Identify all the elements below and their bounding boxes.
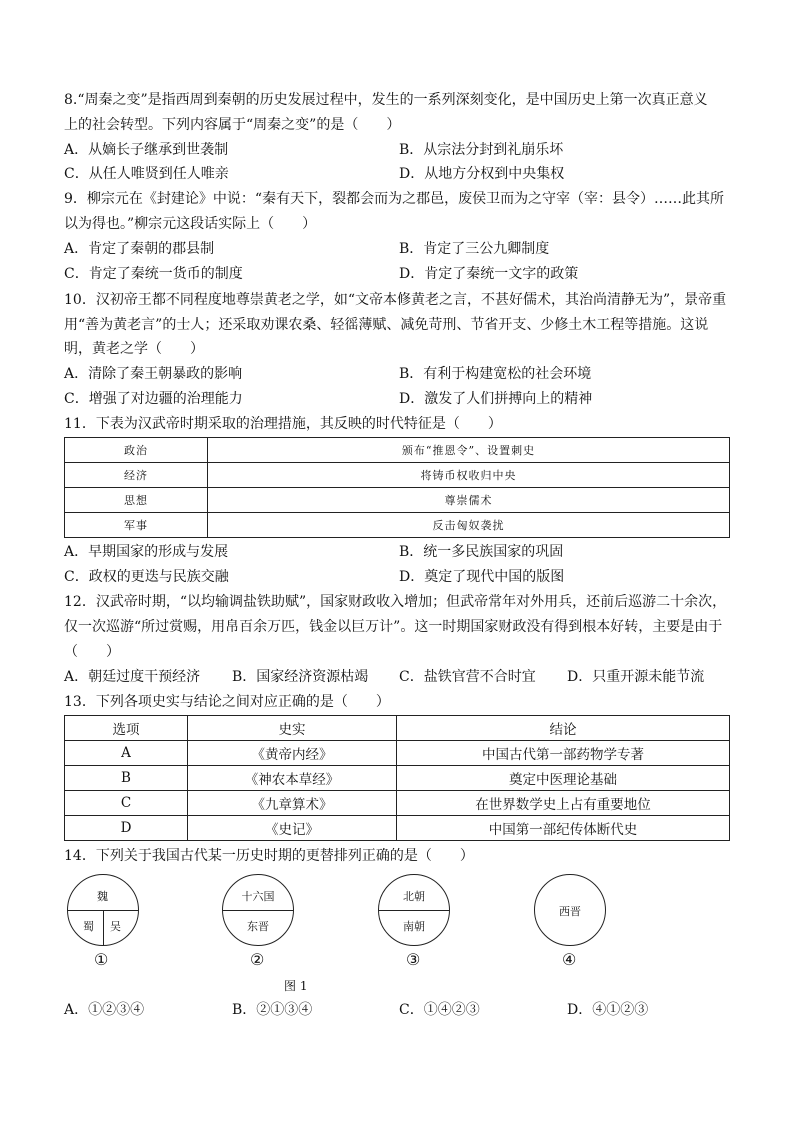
circle-4-diagram <box>534 874 606 946</box>
table-cell: 政治 <box>65 438 208 463</box>
circle-1-number: ① <box>94 950 109 969</box>
q8-stem-line2: 上的社会转型。下列内容属于“周秦之变”的是（ ） <box>64 117 401 133</box>
q12-option-c: C．盐铁官营不合时宜 <box>399 669 536 685</box>
circle-3-divider <box>379 910 449 911</box>
circle-4-number: ④ <box>562 950 577 969</box>
figure-caption: 图 1 <box>284 979 308 993</box>
q11-option-d: D．奠定了现代中国的版图 <box>399 569 565 585</box>
circle-3-number: ③ <box>406 950 421 969</box>
table-cell: 中国古代第一部药物学专著 <box>397 741 730 766</box>
circle-4-center: 西晋 <box>559 905 581 918</box>
table-row <box>65 816 730 841</box>
circle-3-bottom: 南朝 <box>403 920 425 933</box>
q9-stem-line1: 9．柳宗元在《封建论》中说：“秦有天下，裂都会而为之郡邑，废侯卫而为之守宰（宰：县令）……此其所 <box>64 191 725 207</box>
table-cell: 中国第一部纪传体断代史 <box>397 816 730 841</box>
q14-stem: 14．下列关于我国古代某一历史时期的更替排列正确的是（ ） <box>64 848 474 864</box>
q11-option-a: A．早期国家的形成与发展 <box>64 544 229 560</box>
q9-option-d: D．肯定了秦统一文字的政策 <box>399 266 579 282</box>
q8-option-a: A．从嫡长子继承到世袭制 <box>64 142 229 158</box>
q11-option-c: C．政权的更迭与民族交融 <box>64 569 229 585</box>
table-row <box>65 766 730 791</box>
q10-stem-line3: 明，黄老之学（ ） <box>64 341 204 357</box>
q11-measures-table <box>64 437 730 538</box>
table-cell: 《黄帝内经》 <box>188 741 397 766</box>
table-cell: D <box>65 816 188 841</box>
table-header-row <box>65 716 730 741</box>
q13-stem: 13．下列各项史实与结论之间对应正确的是（ ） <box>64 694 390 710</box>
circle-1-split <box>103 910 104 945</box>
table-row <box>65 463 730 488</box>
table-cell: 思想 <box>65 488 208 513</box>
q10-stem-line1: 10．汉初帝王都不同程度地尊崇黄老之学，如“文帝本修黄老之言，不甚好儒术，其治尚清静无为”，景帝重 <box>64 292 727 308</box>
table-cell: 将铸币权收归中央 <box>208 463 730 488</box>
table-cell: 《神农本草经》 <box>188 766 397 791</box>
circle-2-diagram <box>222 874 294 946</box>
table-cell: 奠定中医理论基础 <box>397 766 730 791</box>
q12-stem-line3: （ ） <box>64 644 120 660</box>
q11-stem: 11．下表为汉武帝时期采取的治理措施，其反映的时代特征是（ ） <box>64 416 502 432</box>
table-cell: A <box>65 741 188 766</box>
q8-option-d: D．从地方分权到中央集权 <box>399 166 565 182</box>
table-header: 史实 <box>188 716 397 741</box>
q10-option-d: D．激发了人们拼搏向上的精神 <box>399 391 593 407</box>
q14-option-b: B．②①③④ <box>232 1002 313 1018</box>
table-row <box>65 741 730 766</box>
table-cell: 在世界数学史上占有重要地位 <box>397 791 730 816</box>
q9-stem-line2: 以为得也。”柳宗元这段话实际上（ ） <box>64 216 317 232</box>
table-cell: 反击匈奴袭扰 <box>208 513 730 538</box>
table-cell: 《史记》 <box>188 816 397 841</box>
table-cell: 颁布“推恩令”、设置刺史 <box>208 438 730 463</box>
table-header: 结论 <box>397 716 730 741</box>
table-row <box>65 488 730 513</box>
circle-1-top: 魏 <box>97 890 108 903</box>
q8-option-b: B．从宗法分封到礼崩乐坏 <box>399 142 564 158</box>
circle-1-left: 蜀 <box>83 920 94 933</box>
q14-option-d: D．④①②③ <box>567 1002 649 1018</box>
q12-option-a: A．朝廷过度干预经济 <box>64 669 201 685</box>
q12-stem-line1: 12．汉武帝时期，“以均输调盐铁助赋”，国家财政收入增加；但武帝常年对外用兵，还前后巡游二十余次， <box>64 594 727 610</box>
q10-option-b: B．有利于构建宽松的社会环境 <box>399 366 592 382</box>
table-cell: 尊崇儒术 <box>208 488 730 513</box>
circle-2-top: 十六国 <box>241 890 275 903</box>
table-cell: C <box>65 791 188 816</box>
q9-option-a: A．肯定了秦朝的郡县制 <box>64 241 215 257</box>
q12-option-b: B．国家经济资源枯竭 <box>232 669 369 685</box>
q12-stem-line2: 仅一次巡游“所过赏赐，用帛百余万匹，钱金以巨万计”。这一时期国家财政没有得到根本好转，主要是由于 <box>64 619 723 635</box>
table-row <box>65 438 730 463</box>
table-cell: 经济 <box>65 463 208 488</box>
circle-2-divider <box>223 910 293 911</box>
q10-option-c: C．增强了对边疆的治理能力 <box>64 391 243 407</box>
table-cell: B <box>65 766 188 791</box>
table-row <box>65 513 730 538</box>
circle-2-number: ② <box>250 950 265 969</box>
q9-option-c: C．肯定了秦统一货币的制度 <box>64 266 243 282</box>
q14-option-c: C．①④②③ <box>399 1002 480 1018</box>
circle-1-diagram <box>67 874 139 946</box>
q10-option-a: A．清除了秦王朝暴政的影响 <box>64 366 243 382</box>
circle-1-right: 吴 <box>110 920 121 933</box>
q11-option-b: B．统一多民族国家的巩固 <box>399 544 564 560</box>
q12-option-d: D．只重开源未能节流 <box>567 669 705 685</box>
q8-stem-line1: 8.“周秦之变”是指西周到秦朝的历史发展过程中，发生的一系列深刻变化，是中国历史上第一次真正意义 <box>64 92 708 108</box>
q13-facts-table <box>64 715 730 841</box>
table-cell: 《九章算术》 <box>188 791 397 816</box>
circle-2-bottom: 东晋 <box>247 920 269 933</box>
table-row <box>65 791 730 816</box>
q10-stem-line2: 用“善为黄老言”的士人；还采取劝课农桑、轻徭薄赋、减免苛刑、节省开支、少修土木工程等措施。这说 <box>64 317 709 333</box>
circle-3-top: 北朝 <box>403 890 425 903</box>
q8-option-c: C．从任人唯贤到任人唯亲 <box>64 166 229 182</box>
q14-option-a: A．①②③④ <box>64 1002 145 1018</box>
table-cell: 军事 <box>65 513 208 538</box>
q9-option-b: B．肯定了三公九卿制度 <box>399 241 550 257</box>
table-header: 选项 <box>65 716 188 741</box>
circle-3-diagram <box>378 874 450 946</box>
